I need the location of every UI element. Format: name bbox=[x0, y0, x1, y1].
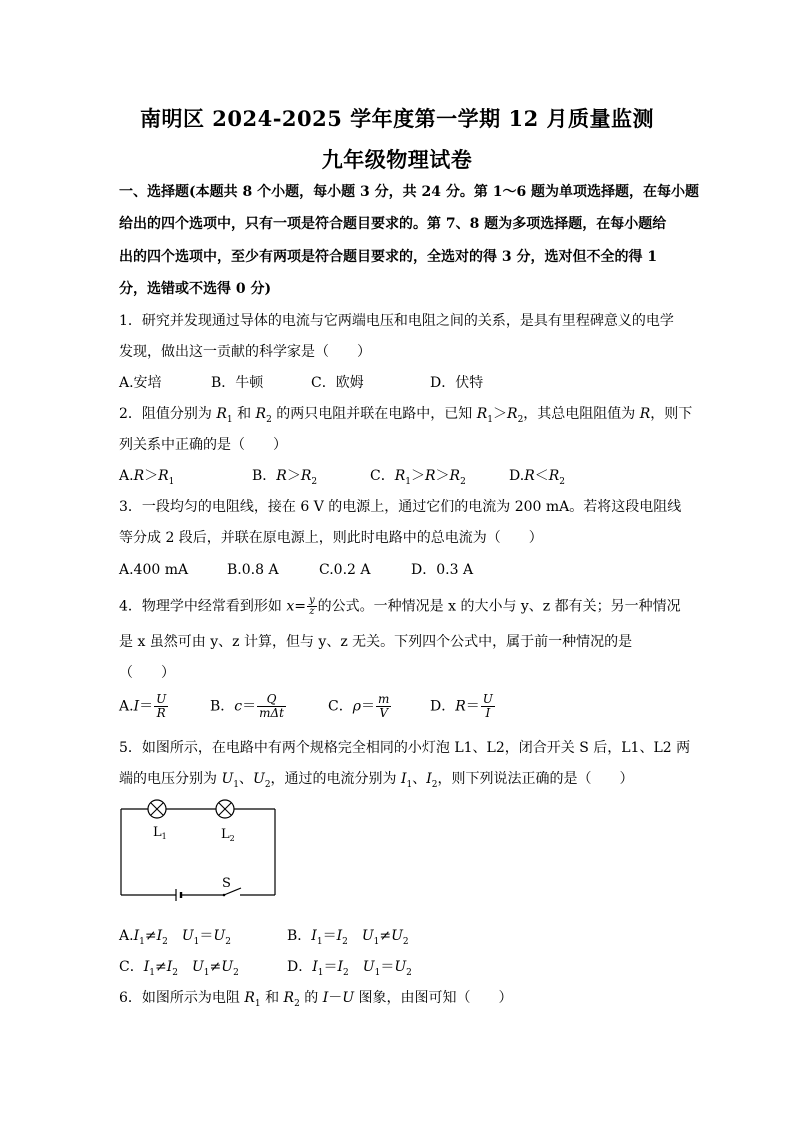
lamp-l2-label: $L_2$ bbox=[221, 827, 235, 843]
series-circuit-diagram bbox=[115, 797, 285, 902]
q2-option-b: B．$R>R_2$ bbox=[252, 468, 318, 487]
y-over-z-fraction: $\frac{y}{z}$ bbox=[309, 595, 315, 617]
q1-stem-line-1: 1．研究并发现通过导体的电流与它两端电压和电阻之间的关系，是具有里程碑意义的电学 bbox=[119, 313, 674, 329]
q2-stem-line-2: 列关系中正确的是（ ） bbox=[119, 437, 287, 453]
q2-stem-line-1: 2．阻值分别为 $R_1$ 和 $R_2$ 的两只电阻并联在电路中，已知 $R_1>R_2$，其总电阻阻值为 R，则下 bbox=[119, 406, 693, 425]
q3-stem-line-1: 3．一段均匀的电阻线，接在 6 V 的电源上，通过它们的电流为 200 mA。若将这段电阻线 bbox=[119, 499, 682, 515]
q3-option-c: C.0.2 A bbox=[319, 562, 371, 578]
section-instructions-line-2: 给出的四个选项中，只有一项是符合题目要求的。第 7、8 题为多项选择题，在每小题给 bbox=[119, 216, 667, 232]
q2-option-a: $A.R>R_1$ bbox=[119, 468, 175, 487]
lamp-l1-label: $L_1$ bbox=[153, 825, 167, 841]
q1-option-d: D．伏特 bbox=[430, 375, 484, 391]
q1-option-a: A.安培 bbox=[119, 375, 162, 391]
q1-option-c: C．欧姆 bbox=[311, 375, 364, 391]
battery-icon bbox=[176, 889, 181, 901]
q5-option-a: $A.I_1\ne I_2$ $U_1=U_2$ bbox=[119, 928, 231, 947]
q4-option-b: B．c＝ $\frac{Q}{\text{mΔt}}$ bbox=[210, 692, 285, 720]
lamp-l1-icon bbox=[148, 800, 166, 818]
q5-option-b: B．$I_1=I_2$ $U_1\ne U_2$ bbox=[287, 928, 409, 947]
section-instructions-line-4: 分，选错或不选得 0 分) bbox=[119, 281, 272, 297]
q2-option-c: C．$R_1>R>R_2$ bbox=[370, 468, 466, 487]
q1-stem-line-2: 发现，做出这一贡献的科学家是（ ） bbox=[119, 344, 371, 360]
q5-stem-line-1: 5．如图所示，在电路中有两个规格完全相同的小灯泡 L1、L2，闭合开关 S 后，L1、L2 两 bbox=[119, 740, 691, 756]
q3-stem-line-2: 等分成 2 段后，并联在原电源上，则此时电路中的总电流为（ ） bbox=[119, 530, 543, 546]
q4-option-c: C．ρ＝ $\frac{m}{V}$ bbox=[328, 692, 390, 720]
q4-option-a: A.I＝ $\frac{U}{R}$ bbox=[119, 692, 167, 720]
q3-option-a: A.400 mA bbox=[119, 562, 189, 578]
q3-option-b: B.0.8 A bbox=[227, 562, 279, 578]
switch-label: S bbox=[222, 876, 231, 891]
q5-option-d: D．$I_1=I_2$ $U_1=U_2$ bbox=[287, 959, 412, 978]
q4-stem-line-3: （ ） bbox=[119, 665, 175, 681]
q5-stem-line-2: 端的电压分别为 $U_1$、$U_2$，通过的电流分别为 $I_1$、$I_2$，则下列说法正确的是（ ） bbox=[119, 771, 634, 790]
q4-stem-line-2: 是 x 虽然可由 y、z 计算，但与 y、z 无关。下列四个公式中，属于前一种情况的是 bbox=[119, 634, 633, 650]
q4-stem-line-1: 4．物理学中经常看到形如 x= $\frac{y}{z}$ 的公式。一种情况是 x 的大小与 y、z 都有关；另一种情况 bbox=[119, 595, 681, 617]
section-instructions-line-3: 出的四个选项中，至少有两项是符合题目要求的，全选对的得 3 分，选对但不全的得 1 bbox=[119, 249, 658, 265]
exam-title: 南明区 2024-2025 学年度第一学期 12 月质量监测 bbox=[139, 106, 655, 131]
q5-option-c: C．$I_1\ne I_2$ $U_1\ne U_2$ bbox=[119, 959, 239, 978]
exam-subtitle: 九年级物理试卷 bbox=[321, 147, 473, 172]
q1-option-b: B．牛顿 bbox=[211, 375, 264, 391]
lamp-l2-icon bbox=[216, 800, 234, 818]
q3-option-d: D．0.3 A bbox=[411, 562, 474, 578]
section-instructions-line-1: 一、选择题(本题共 8 个小题，每小题 3 分，共 24 分。第 1～6 题为单项选择题，在每小题 bbox=[119, 184, 700, 200]
q4-option-d: D．R＝ $\frac{U}{I}$ bbox=[430, 692, 493, 720]
q2-option-d: $D.R<R_2$ bbox=[509, 468, 566, 487]
q6-stem: 6．如图所示为电阻 $R_1$ 和 $R_2$ 的 I－U 图象，由图可知（ ） bbox=[119, 990, 513, 1009]
